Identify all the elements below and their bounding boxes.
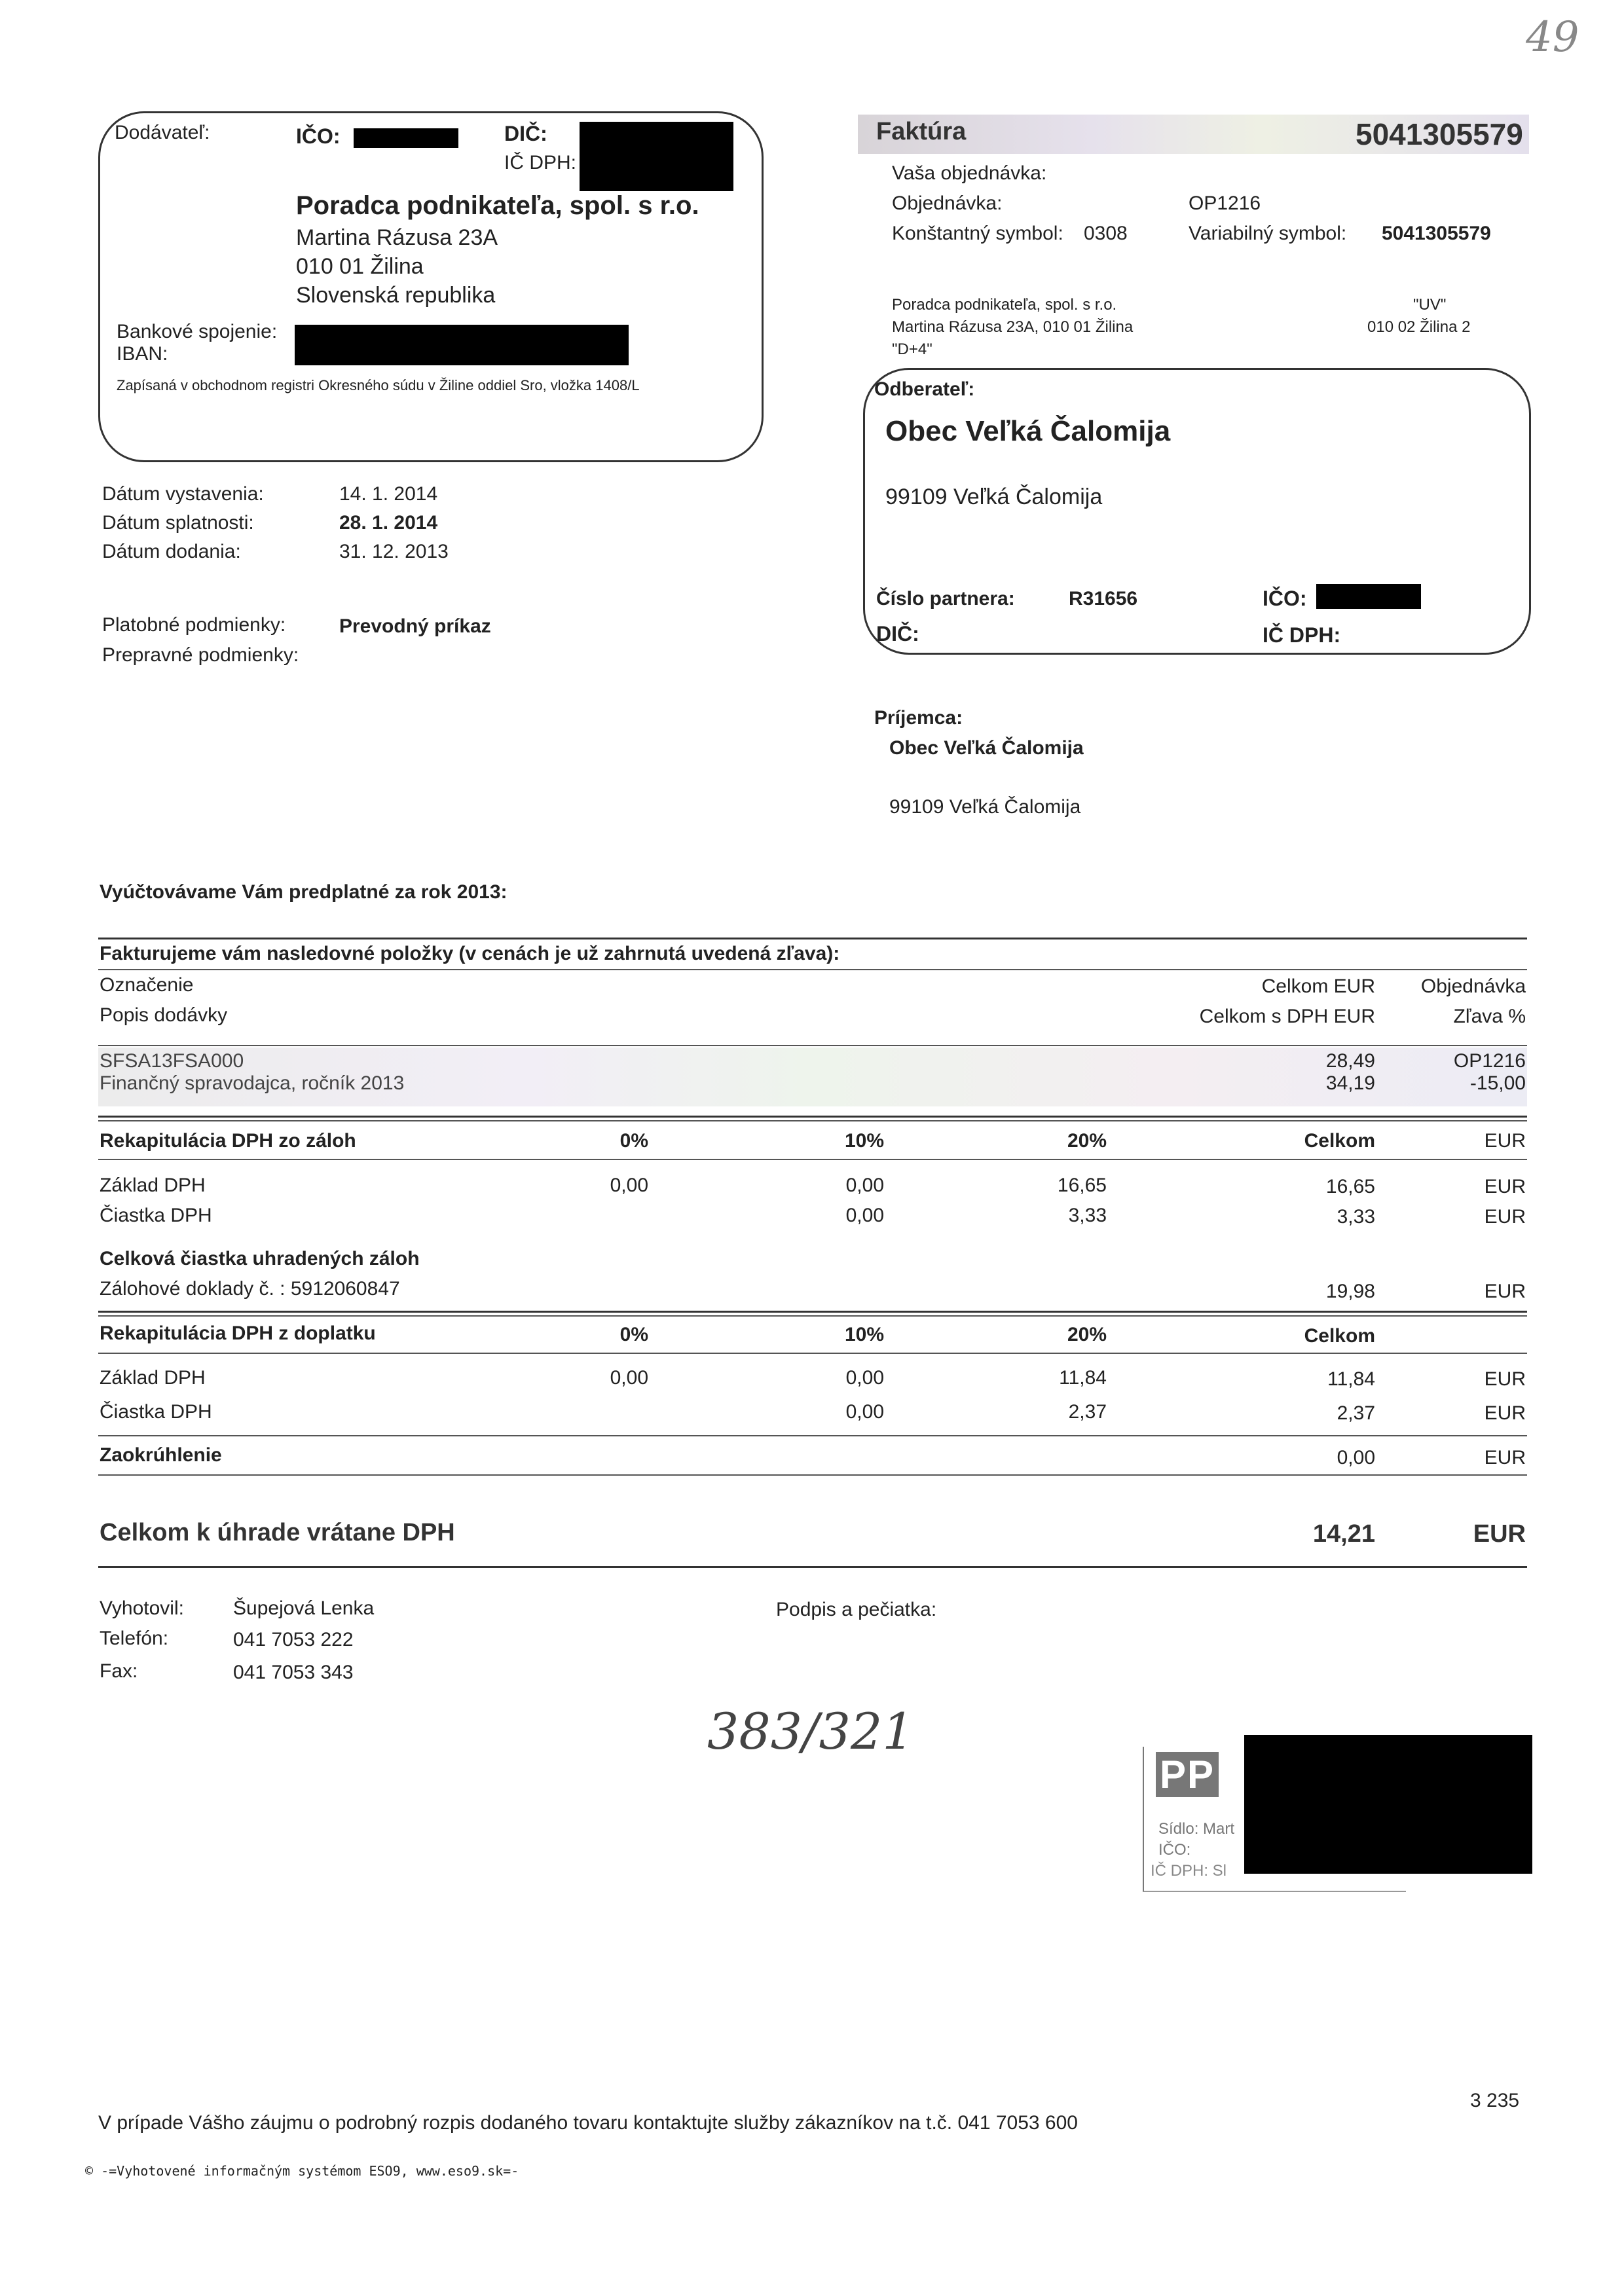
vat-bal-tax-cur: EUR bbox=[1484, 1402, 1526, 1424]
signature-label: Podpis a pečiatka: bbox=[776, 1599, 937, 1620]
advance-docs-total: 19,98 bbox=[1325, 1281, 1375, 1302]
item-total-vat: 34,19 bbox=[1325, 1072, 1375, 1094]
postal-uv: "UV" bbox=[1413, 296, 1447, 314]
rounding-bottom-line bbox=[98, 1474, 1527, 1476]
redacted-bank bbox=[295, 325, 629, 365]
supplier-ico-label: IČO: bbox=[296, 124, 341, 148]
recipient-label: Príjemca: bbox=[874, 707, 963, 729]
page-code: 3 235 bbox=[1470, 2090, 1520, 2111]
order-label: Objednávka: bbox=[892, 192, 1003, 214]
iban-label: IBAN: bbox=[117, 343, 168, 365]
phone-label: Telefón: bbox=[100, 1628, 169, 1649]
issue-date-value: 14. 1. 2014 bbox=[339, 483, 438, 505]
your-order-label: Vaša objednávka: bbox=[892, 162, 1047, 184]
vat-bal-tax-total: 2,37 bbox=[1337, 1402, 1375, 1424]
fax-value: 041 7053 343 bbox=[233, 1662, 354, 1683]
customer-dic-label: DIČ: bbox=[876, 622, 919, 646]
advance-docs-cur: EUR bbox=[1484, 1281, 1526, 1302]
rounding-value: 0,00 bbox=[1337, 1447, 1375, 1468]
var-symbol-label: Variabilný symbol: bbox=[1189, 223, 1347, 244]
transport-terms-label: Prepravné podmienky: bbox=[102, 644, 299, 666]
redacted-ico bbox=[354, 128, 458, 148]
redacted-stamp bbox=[1244, 1735, 1532, 1874]
vat-adv-header-line bbox=[98, 1159, 1527, 1160]
vat-adv-base-label: Základ DPH bbox=[100, 1175, 206, 1196]
vat-adv-h0: 0% bbox=[619, 1130, 648, 1152]
col-total: Celkom EUR bbox=[1261, 975, 1375, 997]
postal-d4: "D+4" bbox=[892, 340, 932, 358]
postal-street: Martina Rázusa 23A, 010 01 Žilina bbox=[892, 318, 1134, 336]
var-symbol-value: 5041305579 bbox=[1382, 223, 1491, 244]
stamp-line-1: Sídlo: Mart bbox=[1158, 1820, 1235, 1838]
recipient-name: Obec Veľká Čalomija bbox=[889, 737, 1084, 759]
delivery-date-value: 31. 12. 2013 bbox=[339, 541, 449, 562]
supplier-country: Slovenská republika bbox=[296, 283, 496, 308]
const-symbol-label: Konštantný symbol: bbox=[892, 223, 1063, 244]
vat-adv-hcur: EUR bbox=[1484, 1130, 1526, 1152]
vat-bal-tax-label: Čiastka DPH bbox=[100, 1401, 212, 1423]
supplier-name: Poradca podnikateľa, spol. s r.o. bbox=[296, 191, 699, 220]
due-date-label: Dátum splatnosti: bbox=[102, 512, 254, 534]
registry-note: Zapísaná v obchodnom registri Okresného súdu v Žiline oddiel Sro, vložka 1408/L bbox=[117, 377, 640, 393]
items-header: Fakturujeme vám nasledovné položky (v cenách je už zahrnutá uvedená zľava): bbox=[100, 943, 840, 964]
vat-adv-tax-cur: EUR bbox=[1484, 1206, 1526, 1228]
handwritten-note: 383/321 bbox=[707, 1702, 914, 1760]
vat-bal-base-0: 0,00 bbox=[610, 1367, 648, 1389]
col-discount: Zľava % bbox=[1453, 1006, 1526, 1027]
vat-adv-h10: 10% bbox=[844, 1130, 884, 1152]
col-order: Objednávka bbox=[1420, 975, 1526, 997]
issued-by-value: Šupejová Lenka bbox=[233, 1597, 375, 1619]
vat-adv-title: Rekapitulácia DPH zo záloh bbox=[100, 1130, 356, 1152]
customer-label: Odberateľ: bbox=[874, 378, 975, 400]
item-discount: -15,00 bbox=[1469, 1072, 1526, 1094]
due-date-value: 28. 1. 2014 bbox=[339, 512, 438, 534]
issued-by-label: Vyhotovil: bbox=[100, 1597, 184, 1619]
vat-bal-base-10: 0,00 bbox=[845, 1367, 884, 1389]
vat-bal-base-label: Základ DPH bbox=[100, 1367, 206, 1389]
supplier-city: 010 01 Žilina bbox=[296, 254, 424, 279]
item-code: SFSA13FSA000 bbox=[100, 1050, 244, 1072]
postal-office: 010 02 Žilina 2 bbox=[1367, 318, 1471, 336]
vat-adv-tax-total: 3,33 bbox=[1337, 1206, 1375, 1228]
issue-date-label: Dátum vystavenia: bbox=[102, 483, 264, 505]
vat-bal-tax-10: 0,00 bbox=[845, 1401, 884, 1423]
postal-name: Poradca podnikateľa, spol. s r.o. bbox=[892, 296, 1117, 314]
vat-bal-header-line bbox=[98, 1353, 1527, 1354]
vat-adv-tax-10: 0,00 bbox=[845, 1205, 884, 1226]
vat-bal-h20: 20% bbox=[1067, 1324, 1107, 1345]
stamp-line-3: IČ DPH: Sl bbox=[1151, 1862, 1227, 1880]
bank-label: Bankové spojenie: bbox=[117, 321, 278, 342]
customer-ico-label: IČO: bbox=[1263, 587, 1307, 610]
rounding-cur: EUR bbox=[1484, 1447, 1526, 1468]
vat-bal-base-20: 11,84 bbox=[1059, 1367, 1107, 1389]
const-symbol-value: 0308 bbox=[1084, 223, 1128, 244]
vat-adv-base-10: 0,00 bbox=[845, 1175, 884, 1196]
total-label: Celkom k úhrade vrátane DPH bbox=[100, 1519, 455, 1546]
vat-bal-h10: 10% bbox=[844, 1324, 884, 1345]
customer-icdph-label: IČ DPH: bbox=[1263, 623, 1341, 647]
items-header-line bbox=[98, 969, 1527, 970]
invoice-title: Faktúra bbox=[876, 118, 967, 145]
advance-docs-label: Zálohové doklady č. : 5912060847 bbox=[100, 1278, 400, 1300]
partner-label: Číslo partnera: bbox=[876, 588, 1015, 610]
vat-bal-title: Rekapitulácia DPH z doplatku bbox=[100, 1322, 376, 1344]
col-desc: Popis dodávky bbox=[100, 1004, 228, 1026]
total-bottom-line bbox=[98, 1566, 1527, 1568]
invoice-number: 5041305579 bbox=[1356, 117, 1523, 151]
vat-bal-base-total: 11,84 bbox=[1327, 1368, 1375, 1390]
phone-value: 041 7053 222 bbox=[233, 1629, 354, 1650]
stamp-line-2: IČO: bbox=[1158, 1841, 1191, 1859]
vat-adv-top-line bbox=[98, 1116, 1527, 1121]
partner-value: R31656 bbox=[1069, 588, 1138, 610]
recipient-address: 99109 Veľká Čalomija bbox=[889, 796, 1081, 818]
supplier-icdph-label: IČ DPH: bbox=[504, 152, 577, 173]
customer-box bbox=[863, 368, 1531, 655]
vat-adv-tax-label: Čiastka DPH bbox=[100, 1205, 212, 1226]
vat-adv-tax-20: 3,33 bbox=[1068, 1205, 1107, 1226]
items-cols-line bbox=[98, 1045, 1527, 1046]
vat-bal-base-cur: EUR bbox=[1484, 1368, 1526, 1390]
vat-adv-base-0: 0,00 bbox=[610, 1175, 648, 1196]
customer-address: 99109 Veľká Čalomija bbox=[885, 484, 1103, 509]
rounding-top-line bbox=[98, 1435, 1527, 1436]
order-value: OP1216 bbox=[1189, 192, 1261, 214]
supplier-dic-label: DIČ: bbox=[504, 122, 547, 145]
items-top-line bbox=[98, 938, 1527, 939]
payment-terms-value: Prevodný príkaz bbox=[339, 615, 491, 637]
vat-adv-htotal: Celkom bbox=[1304, 1130, 1375, 1152]
footer-system: © -=Vyhotovené informačným systémom ESO9, www.eso9.sk=- bbox=[85, 2163, 519, 2179]
page-mark: 49 bbox=[1526, 13, 1579, 62]
advances-paid-title: Celková čiastka uhradených záloh bbox=[100, 1248, 420, 1269]
billing-intro: Vyúčtovávame Vám predplatné za rok 2013: bbox=[100, 881, 507, 903]
item-order: OP1216 bbox=[1453, 1050, 1526, 1072]
vat-bal-top-line bbox=[98, 1311, 1527, 1317]
vat-adv-h20: 20% bbox=[1067, 1130, 1107, 1152]
total-value: 14,21 bbox=[1312, 1520, 1375, 1548]
item-desc: Finančný spravodajca, ročník 2013 bbox=[100, 1072, 405, 1094]
total-currency: EUR bbox=[1473, 1520, 1526, 1548]
redacted-customer-ico bbox=[1316, 584, 1421, 609]
fax-label: Fax: bbox=[100, 1660, 138, 1682]
col-code: Označenie bbox=[100, 974, 194, 996]
stamp-logo: PP bbox=[1156, 1752, 1219, 1797]
supplier-street: Martina Rázusa 23A bbox=[296, 225, 498, 250]
vat-adv-base-total: 16,65 bbox=[1325, 1176, 1375, 1197]
rounding-label: Zaokrúhlenie bbox=[100, 1444, 222, 1466]
vat-bal-htotal: Celkom bbox=[1304, 1325, 1375, 1347]
item-total: 28,49 bbox=[1325, 1050, 1375, 1072]
vat-bal-tax-20: 2,37 bbox=[1068, 1401, 1107, 1423]
col-total-vat: Celkom s DPH EUR bbox=[1199, 1006, 1375, 1027]
footer-contact: V prípade Vášho záujmu o podrobný rozpis dodaného tovaru kontaktujte služby zákazníkov na t.č. 041 7053 600 bbox=[98, 2112, 1078, 2134]
vat-bal-h0: 0% bbox=[619, 1324, 648, 1345]
delivery-date-label: Dátum dodania: bbox=[102, 541, 241, 562]
customer-name: Obec Veľká Čalomija bbox=[885, 415, 1171, 447]
vat-adv-base-20: 16,65 bbox=[1057, 1175, 1107, 1196]
supplier-label: Dodávateľ: bbox=[115, 122, 210, 143]
payment-terms-label: Platobné podmienky: bbox=[102, 614, 286, 636]
redacted-dic bbox=[580, 122, 733, 191]
vat-adv-base-cur: EUR bbox=[1484, 1176, 1526, 1197]
